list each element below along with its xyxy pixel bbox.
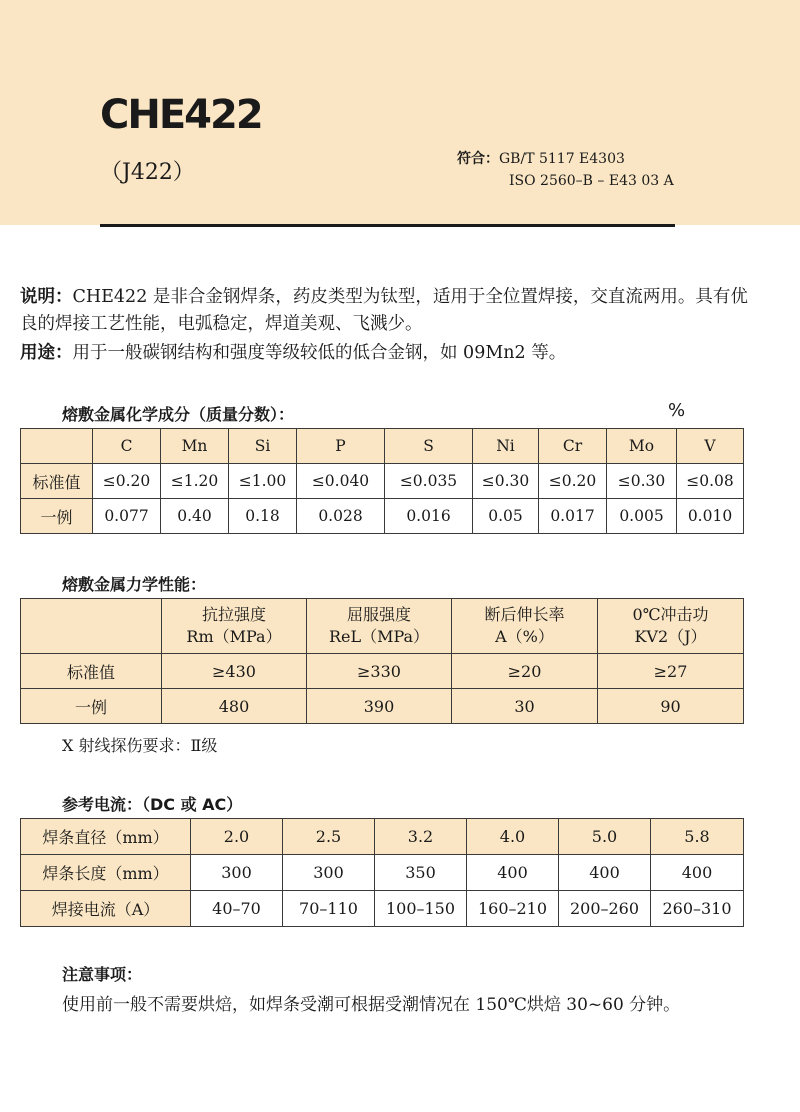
chem-header-cell: Si — [229, 429, 297, 464]
current-cell: 200–260 — [559, 891, 651, 927]
current-cell: 260–310 — [651, 891, 744, 927]
product-subtitle: （J422） — [100, 160, 195, 185]
chem-cell: ≤0.08 — [677, 464, 744, 499]
chem-cell: 0.05 — [473, 499, 539, 534]
current-cell: 3.2 — [375, 819, 467, 855]
xray-requirement: X 射线探伤要求：Ⅱ级 — [62, 736, 218, 755]
chem-cell: ≤0.30 — [473, 464, 539, 499]
current-cell: 40–70 — [191, 891, 283, 927]
chem-cell: 0.18 — [229, 499, 297, 534]
chemistry-unit: % — [668, 400, 686, 421]
mechanical-header-row — [21, 599, 744, 654]
chem-cell: ≤1.00 — [229, 464, 297, 499]
mech-header-cell — [162, 599, 307, 654]
chemistry-row-example — [21, 499, 744, 534]
description-text: CHE422 是非合金钢焊条，药皮类型为钛型，适用于全位置焊接，交直流两用。具有优良的焊接工艺性能，电弧稳定，焊道美观、飞溅少。 — [20, 287, 748, 334]
chem-header-cell: C — [93, 429, 161, 464]
chem-cell: 0.010 — [677, 499, 744, 534]
current-row-amperage — [21, 891, 744, 927]
current-cell: 70–110 — [283, 891, 375, 927]
chem-header-cell: Ni — [473, 429, 539, 464]
chem-cell: 0.017 — [539, 499, 607, 534]
current-cell: 4.0 — [467, 819, 559, 855]
chem-cell: 0.016 — [385, 499, 473, 534]
current-cell: 2.0 — [191, 819, 283, 855]
mechanical-table — [20, 598, 744, 724]
mechanical-row-standard — [21, 654, 744, 689]
mech-row-label: 一例 — [21, 689, 162, 724]
mech-header-unit: KV2（J） — [634, 627, 707, 646]
chem-row-label: 标准值 — [21, 464, 93, 499]
mech-cell: ≥430 — [162, 654, 307, 689]
mech-cell: 30 — [452, 689, 598, 724]
mech-cell: ≥20 — [452, 654, 598, 689]
chemistry-table — [20, 428, 744, 534]
current-cell: 160–210 — [467, 891, 559, 927]
chem-cell: ≤0.035 — [385, 464, 473, 499]
chem-header-cell: V — [677, 429, 744, 464]
current-cell: 5.8 — [651, 819, 744, 855]
mech-header-unit: A（%） — [495, 627, 554, 646]
chemistry-header-row — [21, 429, 744, 464]
mech-cell: 390 — [307, 689, 452, 724]
mech-header-name: 0℃冲击功 — [632, 605, 709, 624]
current-title: 参考电流：（DC 或 AC） — [62, 795, 243, 814]
chem-cell: 0.005 — [607, 499, 677, 534]
chem-cell: ≤0.040 — [297, 464, 385, 499]
standards-label: 符合： — [457, 151, 499, 167]
chemistry-title: 熔敷金属化学成分（质量分数）： — [62, 405, 295, 424]
chem-cell: ≤1.20 — [161, 464, 229, 499]
mech-header-blank — [21, 599, 162, 654]
chem-cell: 0.40 — [161, 499, 229, 534]
current-cell: 400 — [651, 855, 744, 891]
current-row-label: 焊条长度（mm） — [21, 855, 191, 891]
mech-header-name: 抗拉强度 — [201, 605, 266, 624]
chem-header-cell — [21, 429, 93, 464]
chem-header-cell: S — [385, 429, 473, 464]
chem-cell: 0.077 — [93, 499, 161, 534]
mechanical-row-example — [21, 689, 744, 724]
current-cell: 400 — [559, 855, 651, 891]
chem-cell: 0.028 — [297, 499, 385, 534]
description-label: 说明： — [20, 287, 73, 307]
current-cell: 300 — [283, 855, 375, 891]
mech-cell: 90 — [598, 689, 744, 724]
mech-header-cell — [307, 599, 452, 654]
current-row-diameter — [21, 819, 744, 855]
current-cell: 350 — [375, 855, 467, 891]
mech-header-name: 断后伸长率 — [484, 605, 565, 624]
standard-gb: GB/T 5117 E4303 — [499, 151, 625, 167]
chem-header-cell: Mn — [161, 429, 229, 464]
usage-text: 用于一般碳钢结构和强度等级较低的低合金钢，如 09Mn2 等。 — [72, 343, 567, 363]
chem-cell: ≤0.30 — [607, 464, 677, 499]
current-cell: 100–150 — [375, 891, 467, 927]
current-cell: 300 — [191, 855, 283, 891]
mech-header-cell — [598, 599, 744, 654]
current-row-label: 焊条直径（mm） — [21, 819, 191, 855]
current-table — [20, 818, 744, 927]
mech-header-unit: ReL（MPa） — [328, 627, 430, 646]
chem-cell: ≤0.20 — [93, 464, 161, 499]
chemistry-row-standard — [21, 464, 744, 499]
current-row-length — [21, 855, 744, 891]
current-cell: 400 — [467, 855, 559, 891]
chem-header-cell: Mo — [607, 429, 677, 464]
chem-header-cell: Cr — [539, 429, 607, 464]
description-paragraph — [20, 284, 760, 338]
current-cell: 5.0 — [559, 819, 651, 855]
header-divider — [100, 224, 675, 227]
mech-header-cell — [452, 599, 598, 654]
notes-text: 使用前一般不需要烘焙，如焊条受潮可根据受潮情况在 150℃烘焙 30~60 分钟。 — [62, 995, 681, 1015]
standards-block — [457, 148, 674, 192]
usage-paragraph — [20, 340, 760, 367]
product-title: CHE422 — [100, 92, 262, 138]
current-row-label: 焊接电流（A） — [21, 891, 191, 927]
chem-cell: ≤0.20 — [539, 464, 607, 499]
notes-title: 注意事项： — [62, 965, 143, 984]
mech-header-unit: Rm（MPa） — [186, 627, 282, 646]
mech-cell: 480 — [162, 689, 307, 724]
usage-label: 用途： — [20, 343, 73, 363]
chem-row-label: 一例 — [21, 499, 93, 534]
mech-cell: ≥27 — [598, 654, 744, 689]
mech-header-name: 屈服强度 — [346, 605, 411, 624]
chem-header-cell: P — [297, 429, 385, 464]
mech-row-label: 标准值 — [21, 654, 162, 689]
standard-iso: ISO 2560–B – E43 03 A — [509, 173, 674, 189]
mechanical-title: 熔敷金属力学性能： — [62, 575, 207, 594]
mech-cell: ≥330 — [307, 654, 452, 689]
current-cell: 2.5 — [283, 819, 375, 855]
